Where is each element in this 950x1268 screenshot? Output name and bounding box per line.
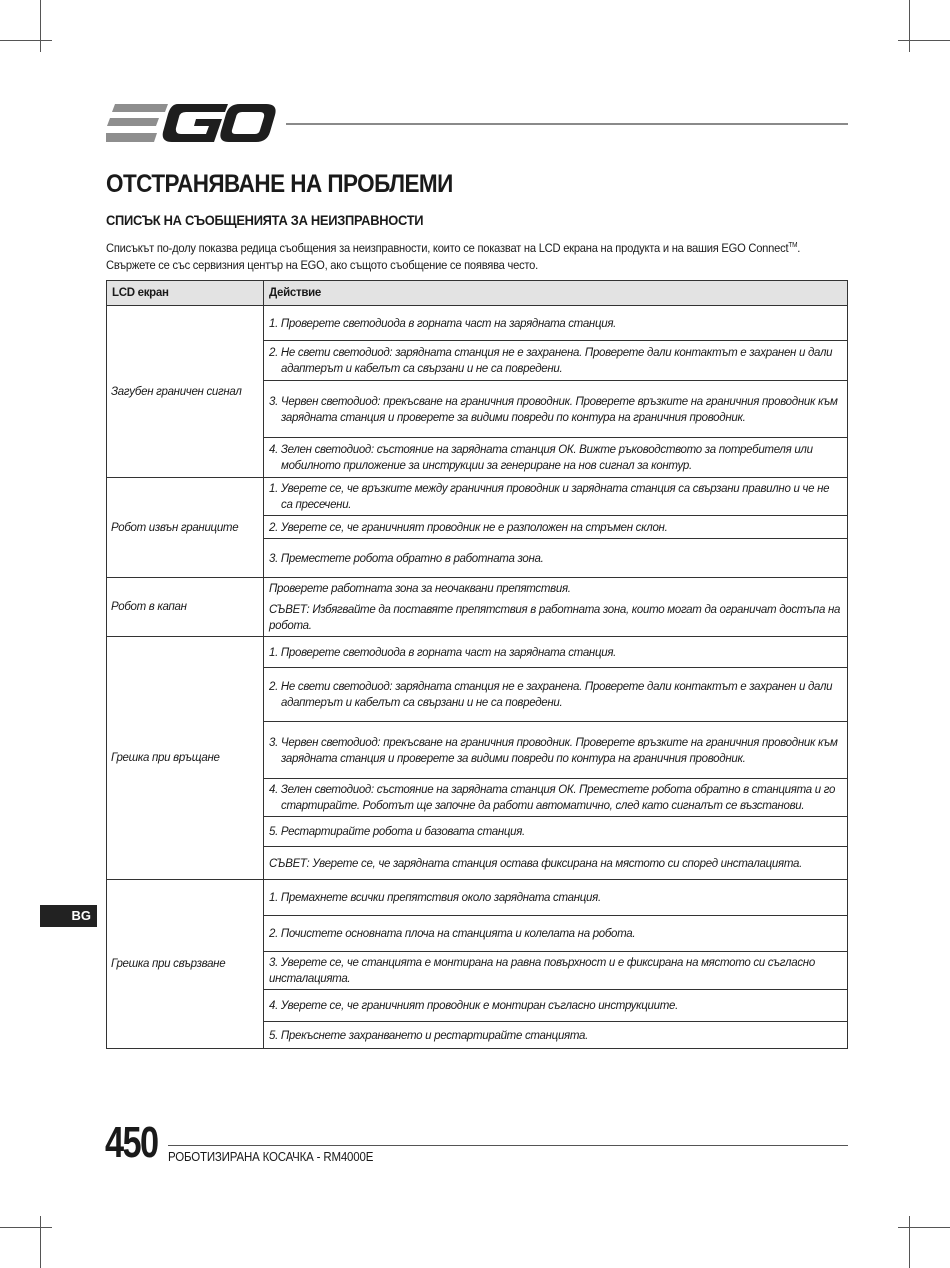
intro-paragraph [106, 237, 813, 274]
action-cell [264, 306, 848, 341]
action-cell [264, 637, 848, 668]
table-row [107, 478, 848, 516]
fault-message-table [106, 280, 848, 1049]
action-cell [264, 578, 848, 637]
action-cell [264, 722, 848, 779]
action-cell [264, 516, 848, 539]
section-subtitle: СПИСЪК НА СЪОБЩЕНИЯТА ЗА НЕИЗПРАВНОСТИ [106, 212, 424, 228]
table-row [107, 306, 848, 341]
action-text: 4. Уверете се, че граничният проводник е монтиран съгласно инструкциите. [269, 1000, 678, 1012]
table-row [107, 637, 848, 668]
action-text: 3. Червен светодиод: прекъсване на граничния проводник. Проверете връзките на граничния проводник към зарядната станция и проверете за видими повреди по контура на граничния проводник. [269, 736, 838, 765]
action-text: 3. Преместете робота обратно в работната зона. [269, 552, 544, 565]
action-text: 2. Не свети светодиод: зарядната станция не е захранена. Проверете дали контактът е захранен и дали адаптерът и кабелът са свързани и не са повредени. [269, 347, 833, 375]
action-text: 1. Уверете се, че връзките между граничния проводник и зарядната станция са свързани правилно и че не са пресечени. [269, 483, 830, 511]
action-text: 4. Зелен светодиод: състояние на зарядната станция ОК. Преместете робота обратно в станцията и го стартирайте. Роботът ще започне да работи автоматично, след като сигналът се възстанови. [269, 784, 836, 812]
crop-mark [0, 1227, 52, 1228]
action-text: 1. Премахнете всички препятствия около зарядната станция. [269, 892, 601, 904]
page-number: 450 [105, 1118, 158, 1167]
header-rule [286, 123, 848, 125]
action-cell [264, 438, 848, 478]
action-text: 2. Почистете основната плоча на станцията и колелата на робота. [269, 928, 636, 940]
action-cell [264, 1022, 848, 1049]
action-cell [264, 668, 848, 722]
action-text: Проверете работната зона за неочаквани препятствия. [269, 583, 571, 595]
lcd-message-cell: Загубен граничен сигнал [107, 306, 264, 478]
action-cell [264, 817, 848, 847]
crop-mark [909, 0, 910, 52]
crop-mark [898, 40, 950, 41]
table-row [107, 578, 848, 637]
language-tab: BG [40, 905, 97, 927]
action-text: 2. Не свети светодиод: зарядната станция не е захранена. Проверете дали контактът е захранен и дали адаптерът и кабелът са свързани и не са повредени. [269, 681, 833, 709]
action-text: 2. Уверете се, че граничният проводник не е разположен на стръмен склон. [269, 521, 668, 534]
action-cell [264, 779, 848, 817]
ego-logo [106, 102, 276, 144]
lcd-message-cell: Робот в капан [107, 578, 264, 637]
footer-rule [168, 1145, 848, 1146]
table-row [107, 880, 848, 916]
intro-line-1: Списъкът по-долу показва редица съобщения за неизправности, които се показват на LCD екрана на продукта и на вашия EGO Connect [106, 241, 789, 255]
trademark-mark: TM [788, 242, 798, 249]
page-title: ОТСТРАНЯВАНЕ НА ПРОБЛЕМИ [106, 170, 453, 198]
action-text: 4. Зелен светодиод: състояние на зарядната станция ОК. Вижте ръководството за потребителя или мобилното приложение за инструкции за генериране на нов сигнал за контур. [269, 444, 813, 472]
action-cell [264, 916, 848, 952]
action-cell [264, 880, 848, 916]
lcd-message-cell: Робот извън границите [107, 478, 264, 578]
intro-line-2: Свържете се със сервизния център на EGO, ако същото съобщение се появява често. [106, 258, 539, 272]
action-text: 3. Червен светодиод: прекъсване на граничния проводник. Проверете връзките на граничния проводник към зарядната станция и проверете за видими повреди по контура на граничния проводник. [269, 395, 838, 424]
intro-line-1-end: . [797, 241, 801, 255]
action-text: 5. Рестартирайте робота и базовата станция. [269, 826, 525, 838]
footer-product-name: РОБОТИЗИРАНА КОСАЧКА - RM4000E [168, 1150, 374, 1164]
action-cell [264, 341, 848, 381]
action-text: 1. Проверете светодиода в горната част на зарядната станция. [269, 646, 617, 659]
lcd-message-cell: Грешка при връщане [107, 637, 264, 880]
table-header-row [107, 281, 848, 306]
action-text: 5. Прекъснете захранването и рестартирайте станцията. [269, 1029, 589, 1042]
crop-mark [40, 1216, 41, 1268]
action-text: 3. Уверете се, че станцията е монтирана на равна повърхност и е фиксирана на мястото си съгласно инсталацията. [269, 957, 815, 985]
action-cell [264, 952, 848, 990]
column-header-action: Действие [264, 281, 848, 306]
action-cell [264, 847, 848, 880]
crop-mark [40, 0, 41, 52]
tip-text: СЪВЕТ: Избягвайте да поставяте препятствия в работната зона, които могат да ограничат достъпа на робота. [269, 604, 841, 632]
lcd-message-cell: Грешка при свързване [107, 880, 264, 1049]
column-header-lcd: LCD екран [107, 281, 264, 306]
crop-mark [909, 1216, 910, 1268]
crop-mark [0, 40, 52, 41]
crop-mark [898, 1227, 950, 1228]
action-cell [264, 381, 848, 438]
action-cell [264, 478, 848, 516]
action-cell [264, 990, 848, 1022]
action-text: 1. Проверете светодиода в горната част на зарядната станция. [269, 317, 617, 330]
tip-text: СЪВЕТ: Уверете се, че зарядната станция остава фиксирана на мястото си според инсталацията. [269, 857, 802, 870]
action-cell [264, 539, 848, 578]
